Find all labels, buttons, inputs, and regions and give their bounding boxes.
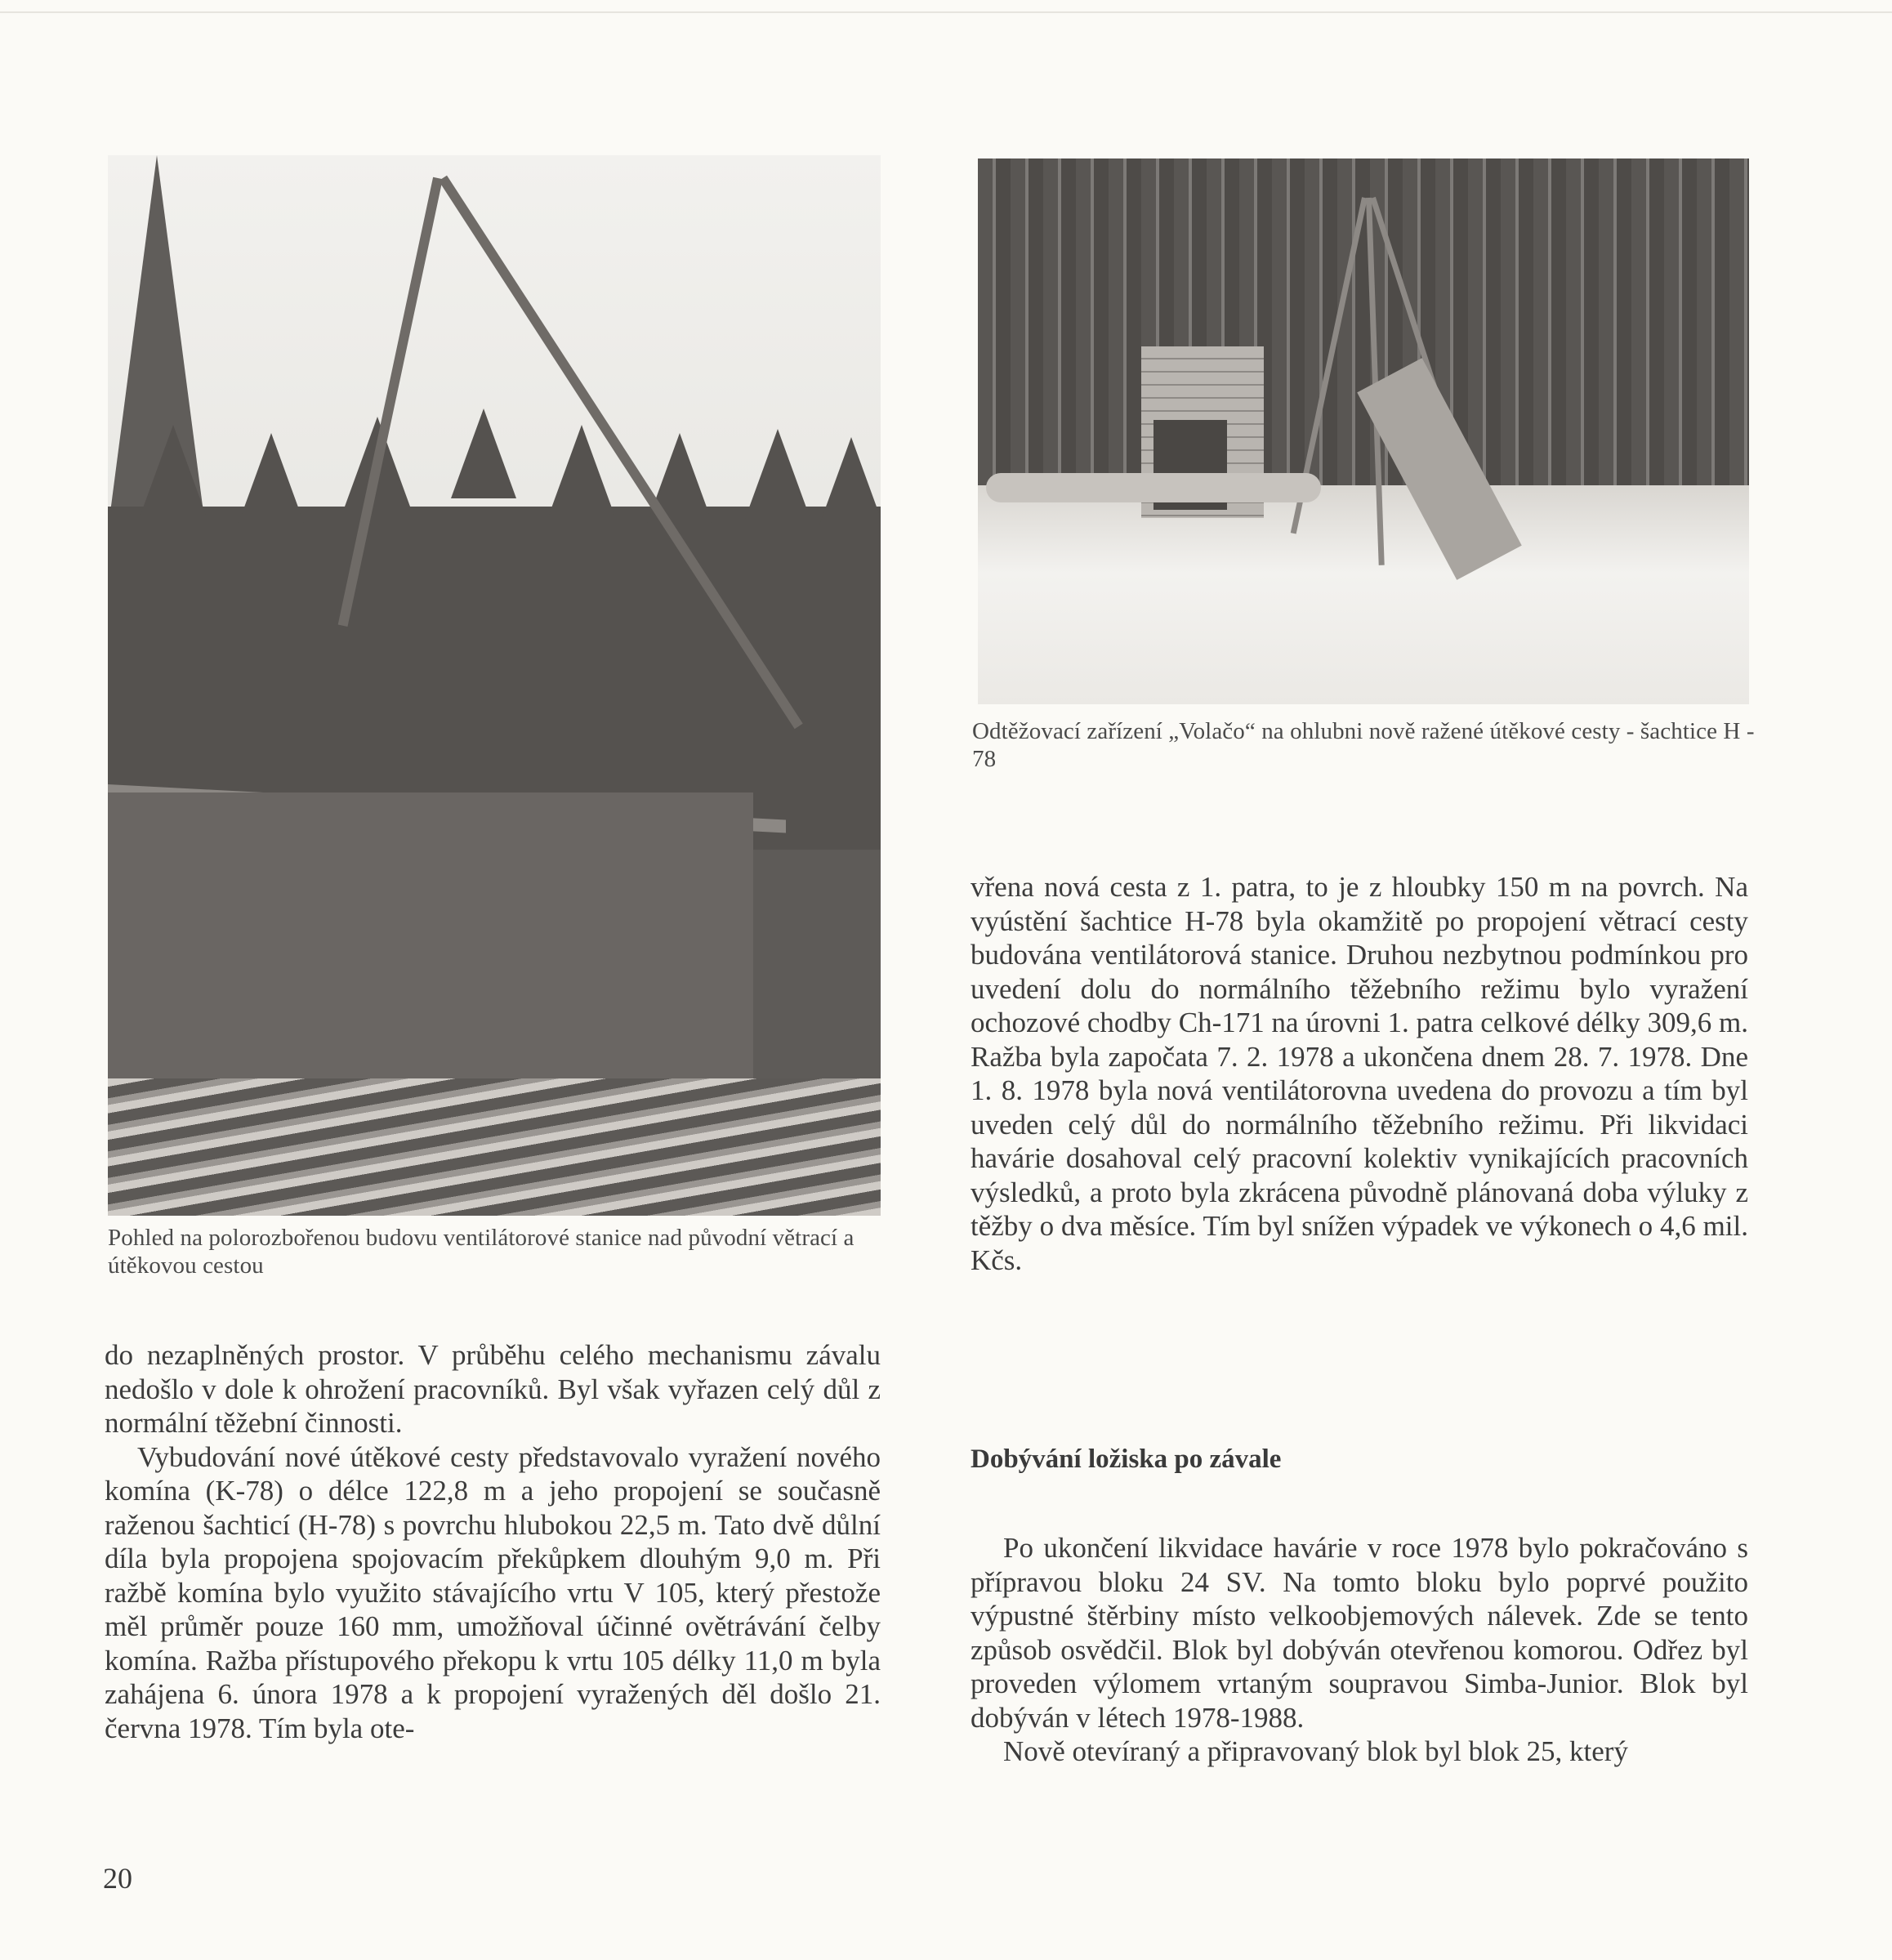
photo-tree [451, 409, 516, 498]
body-paragraph: vřena nová cesta z 1. patra, to je z hloubky 150 m na povrch. Na vyústění šachtice H-78 byla okamžitě po propojení větrací cesty budována ventilátorová stanice. Druhou nezbytnou podmínkou pro uvedení dolu do normálního těžebního režimu bylo vyražení ochozové chodby Ch-171 na úrovni 1. patra celkové délky 309,6 m. Ražba byla započata 7. 2. 1978 a ukončena dnem 28. 7. 1978. Dne 1. 8. 1978 byla nová ventilátorovna uvedena do provozu a tím byl uveden celý důl do normálního těžebního režimu. Při likvidaci havárie dosahoval celý pracovní kolektiv vynikajících pracovních výsledků, a proto byla zkrácena původně plánovaná doba výluky z těžby o dva měsíce. Tím byl snížen výpadek ve výkonech o 4,6 mil. Kčs. [971, 871, 1748, 1276]
left-text-column [105, 1338, 881, 1745]
body-paragraph: Po ukončení likvidace havárie v roce 1978 bylo pokračováno s přípravou bloku 24 SV. Na tomto bloku bylo poprvé použito výpustné štěrbiny místo velkoobjemových nálevek. Zde se tento způsob osvědčil. Blok byl dobýván otevřenou komorou. Odřez byl proveden výlomem vrtaným soupravou Simba-Junior. Blok byl dobýván v létech 1978-1988. [971, 1532, 1748, 1734]
photo-debris [108, 1078, 881, 1216]
page-edge-rule [0, 11, 1892, 13]
photo-tree [745, 429, 810, 519]
page-number: 20 [103, 1862, 132, 1895]
figure-caption-left: Pohled na polorozbořenou budovu ventilátorové stanice nad původní větrací a útěkovou cestou [108, 1225, 855, 1279]
right-text-column-top [971, 870, 1748, 1277]
body-paragraph: Vybudování nové útěkové cesty představovalo vyražení nového komína (K-78) o délce 122,8 m a jeho propojení se současně raženou šachticí (H-78) s povrchu hlubokou 22,5 m. Tato dvě důlní díla byla propojena spojovacím překůpkem dlouhým 9,0 m. Při ražbě komína bylo využito stávajícího vrtu V 105, který přestože měl průměr pouze 160 mm, umožňoval účinné ovětrávání čelby komína. Ražba přístupového překopu k vrtu 105 délky 11,0 m byla zahájena 6. února 1978 a k propojení vyražených děl došlo 21. června 1978. Tím byla ote- [105, 1440, 881, 1744]
photo-ground [978, 485, 1749, 704]
photo-tree [549, 425, 614, 515]
right-text-column-bottom [971, 1531, 1748, 1769]
photo-pipe [986, 473, 1321, 502]
photo-tree [141, 425, 206, 515]
photo-tree [239, 433, 304, 523]
photo-hoisting-equipment [978, 158, 1749, 704]
photo-ruined-ventilation-building [108, 155, 881, 1216]
photo-tree [819, 437, 881, 527]
figure-caption-right: Odtěžovací zařízení „Volačo“ na ohlubni nově ražené útěkové cesty - šachtice H - 78 [972, 718, 1755, 772]
section-heading: Dobývání ložiska po závale [971, 1444, 1282, 1474]
photo-building-wall [108, 792, 753, 1087]
body-paragraph: Nově otevíraný a připravovaný blok byl blok 25, který [1003, 1735, 1628, 1767]
body-paragraph: do nezaplněných prostor. V průběhu celého mechanismu závalu nedošlo v dole k ohrožení pracovníků. Byl však vyřazen celý důl z normální těžební činnosti. [105, 1339, 881, 1439]
